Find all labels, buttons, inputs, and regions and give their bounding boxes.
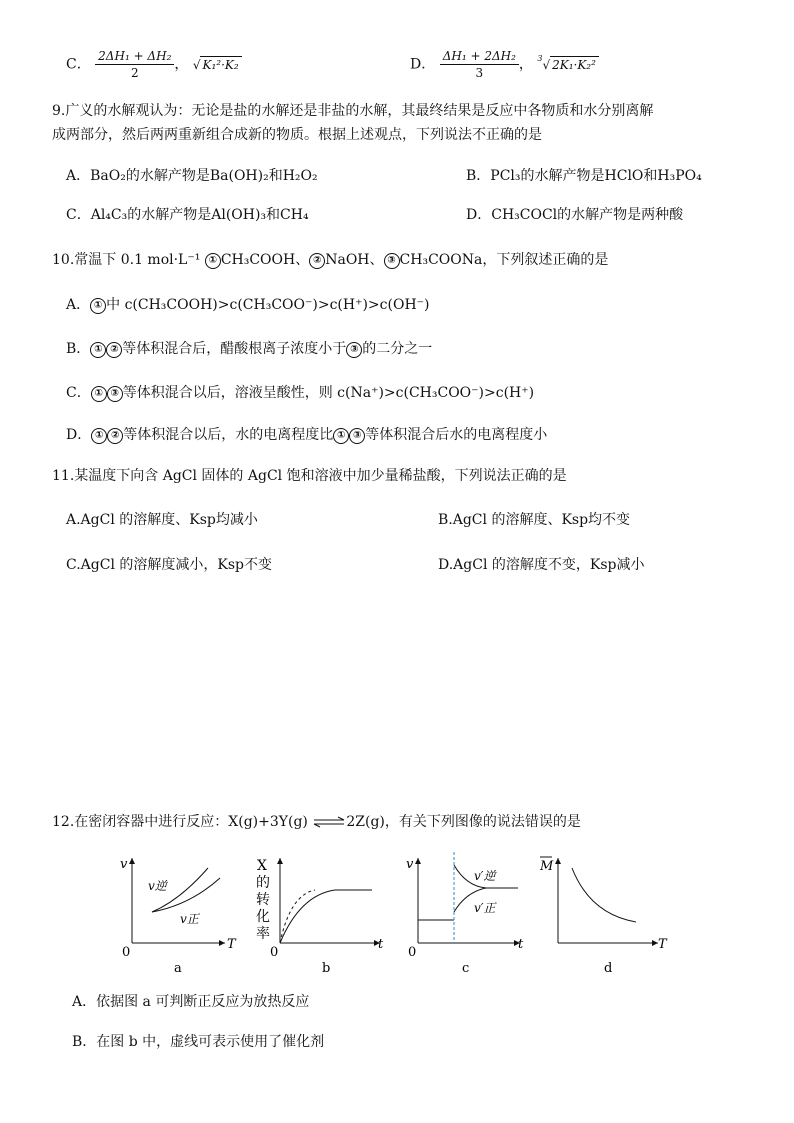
- graph-a-origin: 0: [122, 945, 131, 960]
- q12-graphs: [110, 850, 690, 980]
- graph-c-label-forward: v′正: [474, 901, 496, 915]
- q11-option-a: A.AgCl 的溶解度、Ksp均减小: [66, 512, 258, 528]
- q8-option-c: C． $\frac{\text{2ΔH₁ + ΔH₂}}{2}$ ， √ K₁²·K₂: [66, 48, 242, 81]
- graph-a-label-forward: v正: [180, 912, 199, 926]
- graph-c-origin: 0: [408, 945, 417, 960]
- q8-d-cube-root: $^3$√ 2K₁·K₂²: [537, 55, 599, 75]
- graph-a-caption: a: [174, 961, 182, 976]
- q11-stem: 11.某温度下向含 AgCl 固体的 AgCl 饱和溶液中加少量稀盐酸，下列说法正确的是: [52, 468, 567, 484]
- circled-1: ①: [205, 253, 221, 269]
- graph-b-y-label-5: 率: [256, 926, 270, 942]
- graph-b-x-label: t: [378, 937, 384, 952]
- q9-option-b: B．PCl₃的水解产物是HClO和H₃PO₄: [466, 168, 702, 184]
- q9-stem-line2: 成两部分，然后两两重新组合成新的物质。根据上述观点，下列说法不正确的是: [52, 127, 542, 143]
- q10-option-a: A． ① 中 c(CH₃COOH)>c(CH₃COO⁻)>c(H⁺)>c(OH⁻): [66, 297, 430, 313]
- q11-option-b: B.AgCl 的溶解度、Ksp均不变: [438, 512, 631, 528]
- graph-b-y-label-3: 转: [256, 892, 270, 908]
- graph-b-curve-solid: [280, 890, 372, 943]
- graph-a-label-reverse: v逆: [148, 879, 167, 893]
- q9-option-c: C．Al₄C₃的水解产物是Al(OH)₃和CH₄: [66, 207, 309, 223]
- graph-a-x-label: T: [227, 937, 236, 952]
- graph-c-caption: c: [462, 961, 470, 976]
- q8-d-fraction: $\frac{\text{ΔH₁ + 2ΔH₂}}{3}$: [440, 48, 519, 81]
- graph-c-y-label: v: [406, 857, 414, 872]
- graph-a: [120, 857, 237, 976]
- graph-b-y-label-4: 化: [256, 909, 270, 925]
- circled-2: ②: [309, 253, 325, 269]
- q11-option-d: D.AgCl 的溶解度不变，Ksp减小: [438, 557, 645, 573]
- q12-stem: 12.在密闭容器中进行反应：X(g)+3Y(g) 2Z(g)，有关下列图像的说法错误的是: [52, 814, 581, 830]
- q11-option-c: C.AgCl 的溶解度减小，Ksp不变: [66, 557, 272, 573]
- q10-option-c: C． ① ③ 等体积混合以后，溶液呈酸性，则 c(Na⁺)>c(CH₃COO⁻)>c(H⁺): [66, 385, 535, 401]
- graph-c: [406, 852, 524, 976]
- graph-b-y-label-2: 的: [256, 875, 270, 891]
- q8-option-d: D． $\frac{\text{ΔH₁ + 2ΔH₂}}{3}$ ， $^3$√ 2K₁·K₂²: [410, 48, 599, 81]
- graph-b-curve-dashed: [280, 890, 315, 943]
- graph-b-caption: b: [322, 961, 331, 976]
- circled-3: ③: [384, 253, 400, 269]
- equilibrium-arrow-icon: [312, 816, 346, 828]
- graph-d-x-label: T: [658, 937, 667, 952]
- q12-option-a: A．依据图 a 可判断正反应为放热反应: [72, 994, 310, 1010]
- graph-d-caption: d: [604, 961, 613, 976]
- graph-b-y-label-1: X: [257, 858, 267, 874]
- q9-option-a: A．BaO₂的水解产物是Ba(OH)₂和H₂O₂: [66, 168, 318, 184]
- graph-c-label-reverse: v′逆: [474, 869, 496, 883]
- graph-d-curve: [572, 868, 636, 922]
- graph-a-y-label: v: [120, 857, 128, 872]
- graph-c-x-label: t: [518, 937, 524, 952]
- q10-option-b: B． ① ② 等体积混合后，醋酸根离子浓度小于 ③ 的二分之一: [66, 341, 433, 357]
- q12-option-b: B．在图 b 中，虚线可表示使用了催化剂: [72, 1034, 325, 1050]
- q9-option-d: D．CH₃COCl的水解产物是两种酸: [466, 207, 684, 223]
- q10-option-d: D． ① ② 等体积混合以后，水的电离程度比 ① ③ 等体积混合后水的电离程度小: [66, 427, 548, 443]
- q10-stem: 10.常温下 0.1 mol·L⁻¹ ① CH₃COOH、 ② NaOH、 ③ CH₃COONa，下列叙述正确的是: [52, 252, 609, 268]
- q8-c-sqrt: √ K₁²·K₂: [193, 55, 242, 75]
- q8-c-fraction: $\frac{\text{2ΔH₁ + ΔH₂}}{2}$: [95, 48, 174, 81]
- graph-d-y-label: M: [540, 859, 554, 874]
- graph-b-origin: 0: [270, 945, 279, 960]
- q9-stem-line1: 9.广义的水解观认为：无论是盐的水解还是非盐的水解，其最终结果是反应中各物质和水分别离解: [52, 103, 654, 119]
- graph-b: [256, 858, 384, 976]
- graph-d: [539, 857, 668, 976]
